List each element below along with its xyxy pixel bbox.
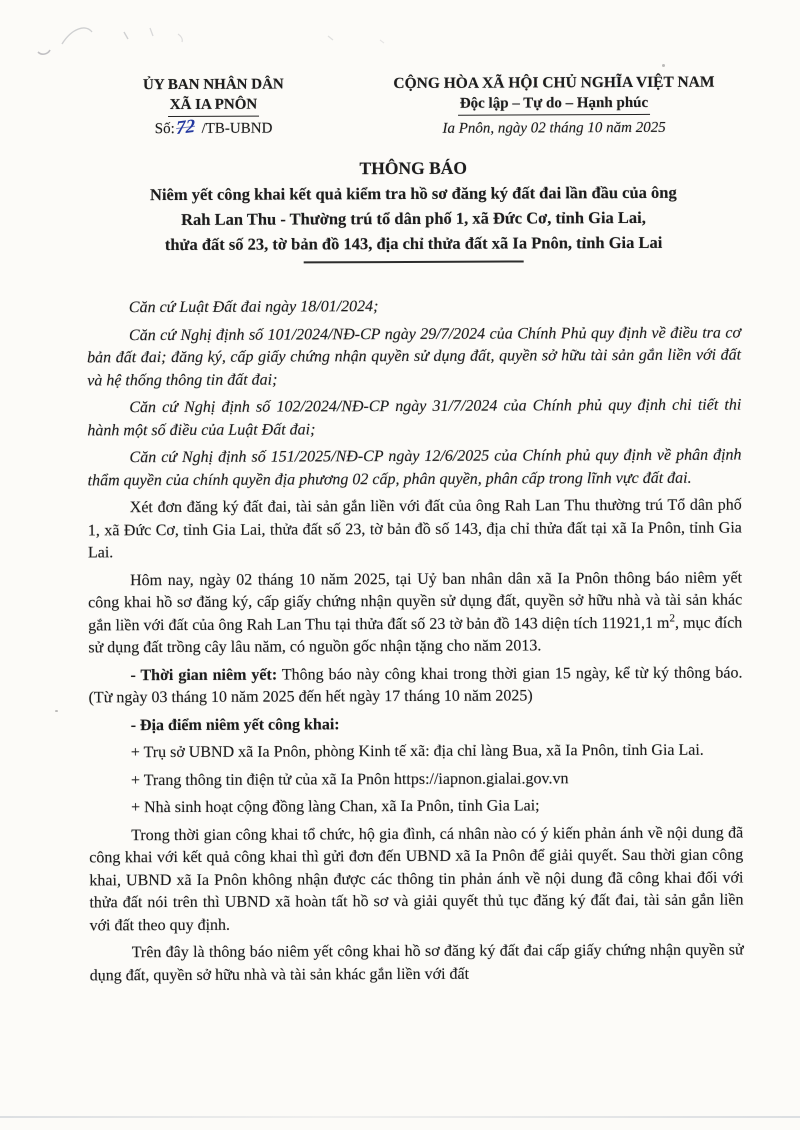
- place-date-line: Ia Pnôn, ngày 02 tháng 10 năm 2025: [442, 119, 666, 137]
- posting-location-item-2: + Trang thông tin điện tử của xã Ia Pnôn https://iapnon.gialai.gov.vn: [130, 769, 569, 789]
- legal-basis-paragraph-2: Căn cứ Nghị định số 101/2024/NĐ-CP ngày 29/7/2024 của Chính Phủ quy định về điều tra cơ bản đất đai; đăng ký, cấp giấy chứng nhận quyền sử dụng đất, quyền sở hữu tài sản gắn liền với đất và hệ thống thông tin đất đai;: [87, 324, 742, 389]
- posting-duration-paragraph: - Thời gian niêm yết: Thông báo này công khai trong thời gian 15 ngày, kể từ ký thông báo. (Từ ngày 03 tháng 10 năm 2025 đến hết ngày 17 tháng 10 năm 2025): [88, 664, 743, 707]
- document-number-line: [86, 115, 341, 140]
- title-underline-rule: [304, 260, 524, 263]
- document-subtitle-line1: Niêm yết công khai kết quả kiểm tra hồ sơ đăng ký đất đai lần đầu của ông: [149, 182, 677, 205]
- national-motto-line1: CỘNG HÒA XÃ HỘI CHỦ NGHĨA VIỆT NAM: [393, 73, 715, 93]
- issuing-org-block: [86, 74, 341, 139]
- issuing-org-commune: XÃ IA PNÔN: [86, 94, 341, 117]
- national-motto-line2: Độc lập – Tự do – Hạnh phúc: [368, 93, 740, 117]
- national-header-block: [368, 73, 740, 140]
- document-body: [87, 295, 744, 988]
- announcement-paragraph: Hôm nay, ngày 02 tháng 10 năm 2025, tại Uỷ ban nhân dân xã Ia Pnôn thông báo niêm yết công khai hồ sơ đăng ký, cấp giấy chứng nhận quyền sử dụng đất, quyền sở hữu nhà và tài sản khác gắn liền với đất của ông Rah Lan Thu tại thửa đất số 23 tờ bản đồ 143 diện tích 11921,1 $m^2$, mục đích sử dụng đất trồng cây lâu năm, có nguồn gốc nhận tặng cho năm 2013.: [88, 569, 743, 657]
- document-header: [86, 73, 740, 141]
- posting-duration-label: - Thời gian niêm yết:: [130, 666, 278, 684]
- posting-location-item-1: + Trụ sở UBND xã Ia Pnôn, phòng Kinh tế xã: địa chỉ làng Bua, xã Ia Pnôn, tỉnh Gia Lai.: [130, 741, 704, 762]
- posting-locations-heading: - Địa điểm niêm yết công khai:: [130, 715, 340, 734]
- legal-basis-paragraph-4: Căn cứ Nghị định số 151/2025/NĐ-CP ngày 12/6/2025 của Chính phủ quy định về phân định thẩm quyền của chính quyền địa phương 02 cấp, phân quyền, phân cấp trong lĩnh vực đất đai.: [87, 446, 742, 489]
- document-subtitle-line2: Rah Lan Thu - Thường trú tổ dân phố 1, xã Đức Cơ, tỉnh Gia Lai,: [181, 207, 646, 229]
- legal-basis-paragraph-1: Căn cứ Luật Đất đai ngày 18/01/2024;: [128, 298, 379, 317]
- application-review-paragraph: Xét đơn đăng ký đất đai, tài sản gắn liền với đất của ông Rah Lan Thu thường trú Tổ dân phố 1, xã Đức Cơ, tỉnh Gia Lai, thửa đất số 23, tờ bản đồ số 143, địa chỉ thửa đất tại xã Ia Pnôn, tỉnh Gia Lai.: [87, 496, 742, 562]
- document-subtitle-line3: thửa đất số 23, tờ bản đồ 143, địa chỉ thửa đất xã Ia Pnôn, tỉnh Gia Lai: [164, 232, 663, 255]
- legal-basis-paragraph-3: Căn cứ Nghị định số 102/2024/NĐ-CP ngày 31/7/2024 của Chính phủ quy định chi tiết thi hành một số điều của Luật Đất đai;: [87, 396, 742, 439]
- document-title: THÔNG BÁO: [359, 157, 468, 179]
- document-number-handwritten: 72: [175, 115, 195, 140]
- document-number-suffix: /TB-UBND: [201, 120, 273, 137]
- closing-paragraph: Trên đây là thông báo niêm yết công khai hồ sơ đăng ký đất đai cấp giấy chứng nhận quyền sử dụng đất, quyền sở hữu nhà và tài sản khác gắn liền với đất: [89, 941, 744, 984]
- title-block: [86, 155, 740, 265]
- feedback-instructions-paragraph: Trong thời gian công khai tổ chức, hộ gia đình, cá nhân nào có ý kiến phản ánh về nội dung đã công khai với kết quả công khai thì gửi đơn đến UBND xã Ia Pnôn để giải quyết. Sau thời gian công khai, UBND xã Ia Pnôn không nhận được các thông tin phản ánh về nội dung đã công khai đối với thửa đất nói trên thì UBND xã hoàn tất hồ sơ và giải quyết thủ tục đăng ký đất đai, tài sản gắn liền với đất theo quy định.: [89, 824, 744, 934]
- scan-bottom-edge: [0, 1116, 800, 1118]
- posting-location-item-3: + Nhà sinh hoạt cộng đồng làng Chan, xã Ia Pnôn, tỉnh Gia Lai;: [131, 797, 540, 817]
- square-meter-superscript: 2: [669, 611, 675, 624]
- issuing-org-name: ỦY BAN NHÂN DÂN: [143, 76, 284, 94]
- document-number-prefix: Số:: [154, 120, 175, 138]
